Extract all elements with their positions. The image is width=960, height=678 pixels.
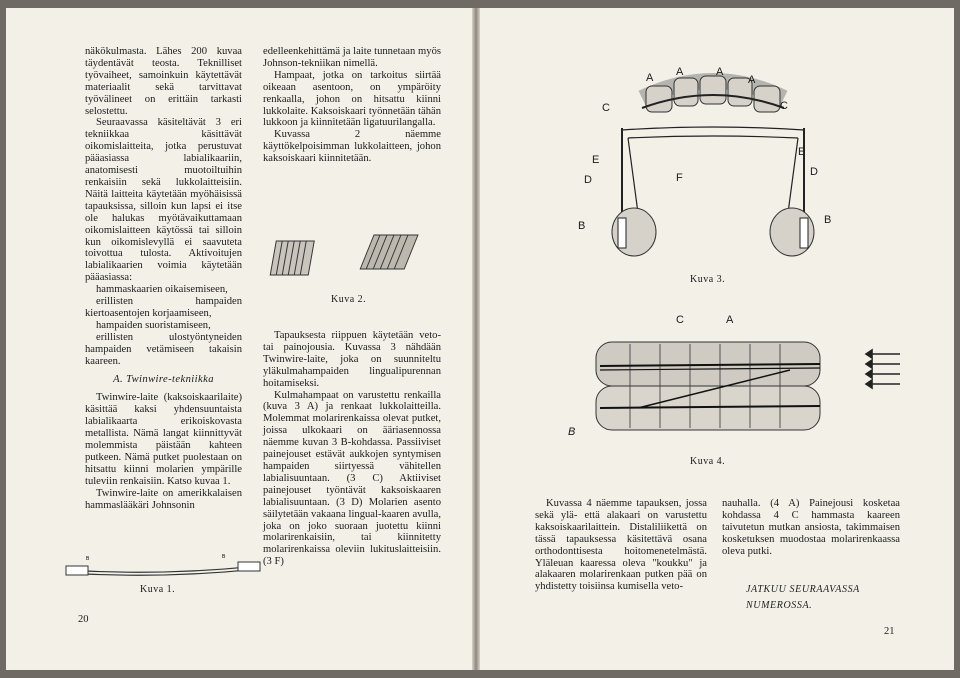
left-col1-paragraph-4: hampaiden suoristamiseen,	[96, 319, 211, 331]
left-page-column-2-bottom	[263, 330, 441, 568]
figure-4-label-b: B	[568, 426, 576, 438]
figure-3-label-b1: B	[578, 220, 586, 232]
left-col2a-paragraph-0: edelleenkehittämä ja laite tunnetaan myös Johnson-tekniikan nimellä.	[263, 46, 441, 69]
figure-4-caption: Kuva 4.	[690, 456, 726, 467]
left-col1-paragraph-8: Twinwire-laite on amerikkalaisen hammaslääkäri Johnsonin	[85, 487, 242, 511]
left-page-column-2-top	[263, 46, 441, 165]
figure-3-label-a2: A	[676, 66, 684, 78]
svg-text:B: B	[222, 554, 226, 560]
book-gutter	[472, 8, 480, 670]
left-col2b-paragraph-0: Tapauksesta riippuen käytetään veto- tai painojousia. Kuvassa 3 nähdään Twinwire-laite, joka on suunniteltu yläkulmahampaiden lingualipurennan hoitamiseksi.	[263, 330, 441, 389]
right-col2-paragraph-0: nauhalla. (4 A) Painejousi kosketaa kohdassa 4 C hammasta kaareen taivutetun mutkan ansiosta, takimmaisen kosketuksen muodostaa molarirenkaassa oleva putki.	[722, 498, 900, 557]
figure-3-label-e1: E	[592, 154, 600, 166]
figure-4-label-a: A	[726, 314, 734, 326]
left-col1-paragraph-3: erillisten hampaiden kiertoasentojen korjaamiseen,	[85, 296, 242, 319]
figure-3-label-c1: C	[602, 102, 610, 114]
figure-2-caption: Kuva 2.	[331, 294, 367, 305]
right-col1-paragraph-0: Kuvassa 4 näemme tapauksen, jossa sekä ylä- että alakaari on varustettu kaksoiskaarilaittein. Distaliliikettä on tässä tapauksessa käsitettävä osana orthodonttisesta hoitomenetelmästä. Yläleuan kaaressa oleva "koukku" ja alakaaren molarirenkaan putken pää on yhdistetty toisiinsa kumisella veto-	[535, 498, 707, 593]
left-col2a-paragraph-1: Hampaat, jotka on tarkoitus siirtää oikeaan asentoon, on ympäröity renkaalla, johon on hitsattu kiinni lukkolaite. Kaksoiskaari työnnetään tähän lukkoon ja kiinnitetään ligatuurilangalla.	[263, 69, 441, 129]
figure-4-jaws-illustration	[590, 326, 850, 444]
figure-3-label-f: F	[676, 172, 683, 184]
figure-3-label-e2: E	[798, 146, 806, 158]
figure-3-label-d2: D	[810, 166, 818, 178]
left-page	[6, 8, 472, 670]
figure-2-lock-device-illustration	[264, 223, 434, 285]
left-col1-paragraph-1: Seuraavassa käsiteltävät 3 eri tekniikkaa käsittävät oikomislaitteita, jotka perustuvat pääasiassa labialikaariin, anatomisesti muotoiltuihin renkaisiin sekä lukkolaitteisiin. Näitä laitteita käytetään myöhäisissä tapauksissa, silloin kun lapsi ei itse ole halukas myötävaikuttamaan oikomislaitteen käytössä tai silloin kun oikomislevyllä ei saavuteta toivottua tulosta. Aktivoitujen labialikaarien voimia käytetään pääasiassa:	[85, 117, 242, 284]
left-col1-paragraph-5: erillisten ulostyöntyneiden hampaiden vetämiseen takaisin kaareen.	[85, 331, 242, 367]
left-col2a-paragraph-2: Kuvassa 2 näemme käyttökelpoisimman lukkolaitteen, johon kaksoiskaari kiinnitetään.	[263, 129, 441, 165]
right-page-column-2	[722, 498, 900, 558]
left-col2b-paragraph-1: Kulmahampaat on varustettu renkailla (kuva 3 A) ja renkaat lukkolaitteilla. Molemmat molarirenkaissa olevat putket, joissa ulkokaari on ääriasennossa näemme kuvan 3 B-kohdassa. Passiiviset painejouset estävät aukkojen syntymisen hampaiden siirtyessä vähitellen labialisuuntaan. (3 C) Aktiiviset painejouset työntävät kaksoiskaaren labialisuuntaan. (3 D) Molarien asento säilytetään vakaana lingual-kaaren avulla, joka on joko suoraan juotettu kiinni molarirenkaisiin, tai kiinnitetty molarirenkaissa oleviin lukituslaitteisiin. (3 F)	[263, 389, 441, 568]
figure-3-label-c2: C	[780, 100, 788, 112]
continued-notice: JATKUU SEURAAVASSA NUMEROSSA.	[746, 584, 860, 611]
figure-3-label-a1: A	[646, 72, 654, 84]
figure-4-force-arrows	[864, 346, 904, 396]
figure-3-label-a3: A	[716, 66, 724, 78]
svg-text:B: B	[86, 556, 90, 562]
figure-1-caption: Kuva 1.	[140, 584, 176, 595]
figure-4-label-c: C	[676, 314, 684, 326]
page-number-left: 20	[78, 614, 89, 625]
left-col1-paragraph-7: Twinwire-laite (kaksoiskaarilaite) käsittää kaksi yhdensuuntaista labialikaarta erikoiskovasta metallista. Nämä langat kiinnittyvät molemmista päistään kahteen putkeen. Nämä putket puolestaan on hitsattu kiinni molarien ympärille tuleviin renkaisiin. Katso kuvaa 1.	[85, 392, 242, 487]
left-col1-paragraph-2: hammaskaarien oikaisemiseen,	[96, 284, 228, 296]
left-page-column-1	[85, 46, 242, 511]
figure-3-label-d1: D	[584, 174, 592, 186]
page-number-right: 21	[884, 626, 895, 637]
left-col1-paragraph-0: näkökulmasta. Lähes 200 kuvaa täydentävät teosta. Teknilliset työvaiheet, samoinkuin käytettävät materiaalit sekä tarvittavat työvälineet on erittäin tarkasti selostettu.	[85, 46, 242, 117]
left-col1-paragraph-6: A. Twinwire-tekniikka	[113, 374, 214, 386]
figure-3-caption: Kuva 3.	[690, 274, 726, 285]
figure-3-label-a4: A	[748, 74, 756, 86]
figure-3-labels	[480, 8, 954, 308]
right-page	[480, 8, 954, 670]
right-page-column-1	[535, 498, 707, 593]
figure-3-label-b2: B	[824, 214, 832, 226]
